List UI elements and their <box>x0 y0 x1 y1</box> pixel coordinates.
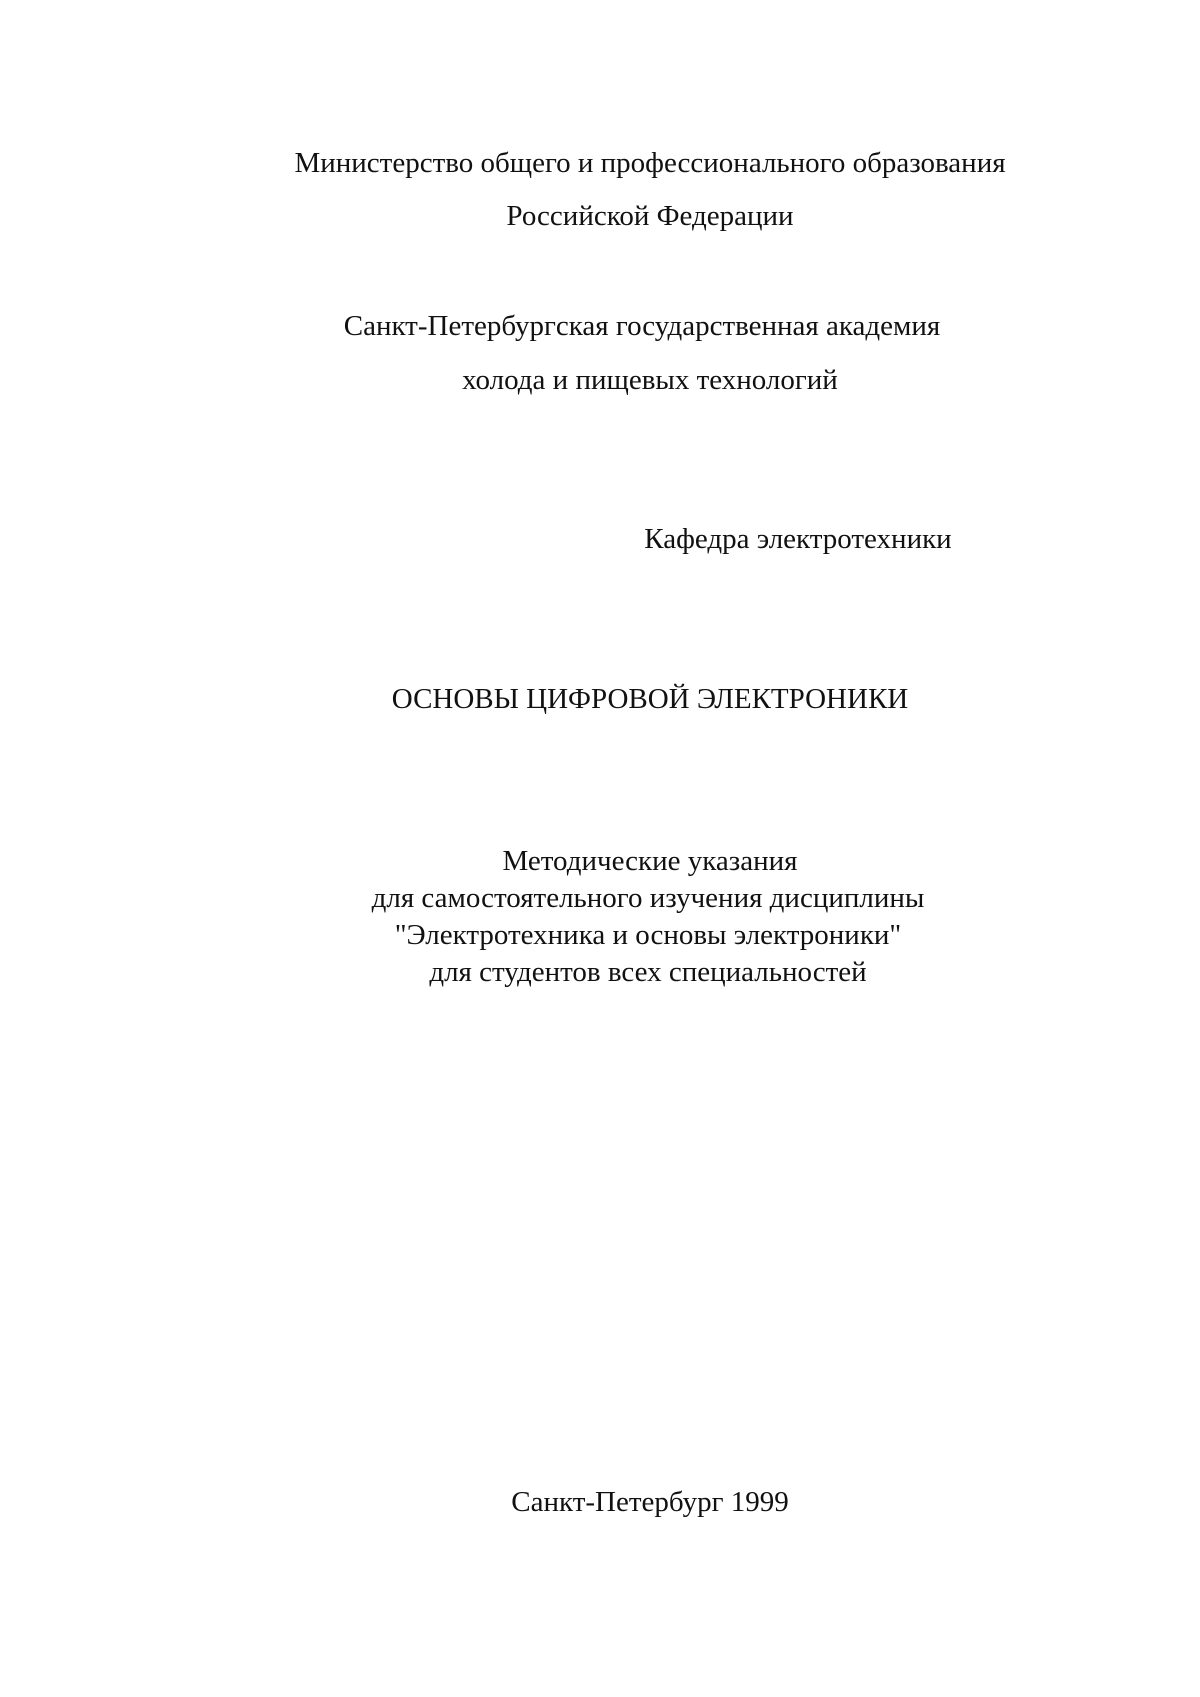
subtitle-line-2: для самостоятельного изучения дисциплины <box>371 882 925 914</box>
subtitle-line-1: Методические указания <box>502 845 798 877</box>
ministry-name-line-2: Российской Федерации <box>506 200 794 232</box>
subtitle-line-4: для студентов всех специальностей <box>429 956 867 988</box>
academy-name-line-2: холода и пищевых технологий <box>462 364 838 396</box>
city-and-year: Санкт-Петербург 1999 <box>511 1486 789 1518</box>
ministry-name-line-1: Министерство общего и профессионального образования <box>294 147 1006 179</box>
subtitle-line-3: "Электротехника и основы электроники" <box>394 919 902 951</box>
department-name: Кафедра электротехники <box>644 523 952 555</box>
document-title: ОСНОВЫ ЦИФРОВОЙ ЭЛЕКТРОНИКИ <box>391 683 909 715</box>
academy-name-line-1: Санкт-Петербургская государственная академия <box>343 310 941 342</box>
